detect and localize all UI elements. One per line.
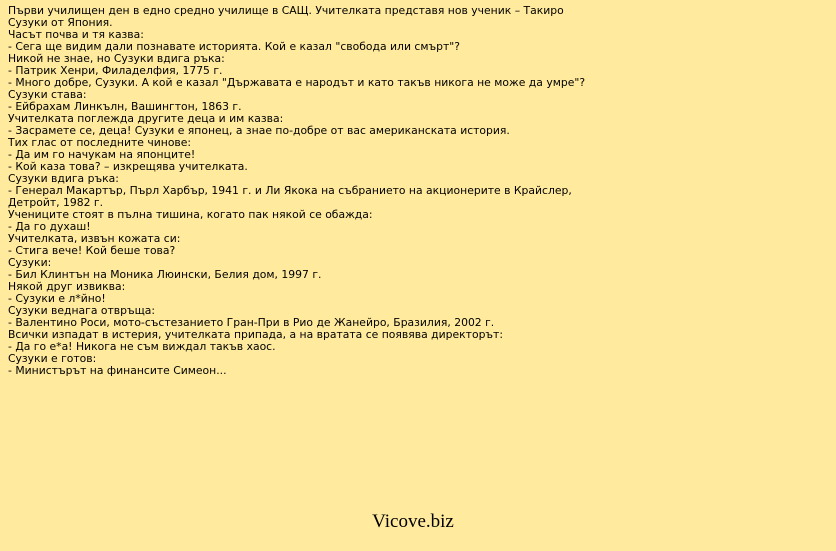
site-watermark: Vicove.biz — [372, 511, 454, 532]
story-line: Никой не знае, но Сузуки вдига ръка: — [8, 52, 225, 65]
story-line: - Да им го начукам на японците! — [8, 148, 196, 161]
story-line: Часът почва и тя казва: — [8, 28, 144, 41]
story-line: Сузуки става: — [8, 88, 87, 101]
story-line: - Много добре, Сузуки. А кой е казал "Държавата е народът и като такъв никога не може да умре"? — [8, 76, 586, 89]
story-line: - Сузуки е л*йно! — [8, 292, 106, 305]
story-line: - Бил Клинтън на Моника Люински, Белия дом, 1997 г. — [8, 268, 322, 281]
story-line: Учителката поглежда другите деца и им казва: — [8, 112, 284, 125]
story-line: Сузуки вдига ръка: — [8, 172, 119, 185]
story-line: - Кой каза това? – изкрещява учителката. — [8, 160, 248, 173]
story-line: Тих глас от последните чинове: — [8, 136, 192, 149]
story-line: - Да го духаш! — [8, 220, 91, 233]
story-line: Всички изпадат в истерия, учителката припада, а на вратата се появява директорът: — [8, 328, 503, 341]
story-line: - Патрик Хенри, Филаделфия, 1775 г. — [8, 64, 223, 77]
story-line: - Да го е*а! Никога не съм виждал такъв хаос. — [8, 340, 276, 353]
story-line: - Валентино Роси, мото-състезанието Гран-При в Рио де Жанейро, Бразилия, 2002 г. — [8, 316, 495, 329]
story-line: Първи училищен ден в едно средно училище в САЩ. Учителката представя нов ученик – Такиро Сузуки от Япония. — [8, 4, 564, 29]
story-line: - Ейбрахам Линкълн, Вашингтон, 1863 г. — [8, 100, 242, 113]
story-line: - Засрамете се, деца! Сузуки е японец, а знае по-добре от вас американската история. — [8, 124, 510, 137]
story-line: - Министърът на финансите Симеон... — [8, 364, 227, 377]
story-line: Сузуки е готов: — [8, 352, 97, 365]
story-line: Някой друг извиква: — [8, 280, 126, 293]
story-line: - Стига вече! Кой беше това? — [8, 244, 176, 257]
story-line: Учителката, извън кожата си: — [8, 232, 181, 245]
story-line: Учениците стоят в пълна тишина, когато пак някой се обажда: — [8, 208, 373, 221]
joke-text — [8, 5, 588, 377]
story-line: Сузуки: — [8, 256, 52, 269]
story-line: - Сега ще видим дали познавате историята. Кой е казал "свобода или смърт"? — [8, 40, 460, 53]
story-line: - Генерал Макартър, Пърл Харбър, 1941 г. и Ли Якока на събранието на акционерите в Крайслер, Детройт, 1982 г. — [8, 184, 572, 209]
story-line: Сузуки веднага отвръща: — [8, 304, 156, 317]
